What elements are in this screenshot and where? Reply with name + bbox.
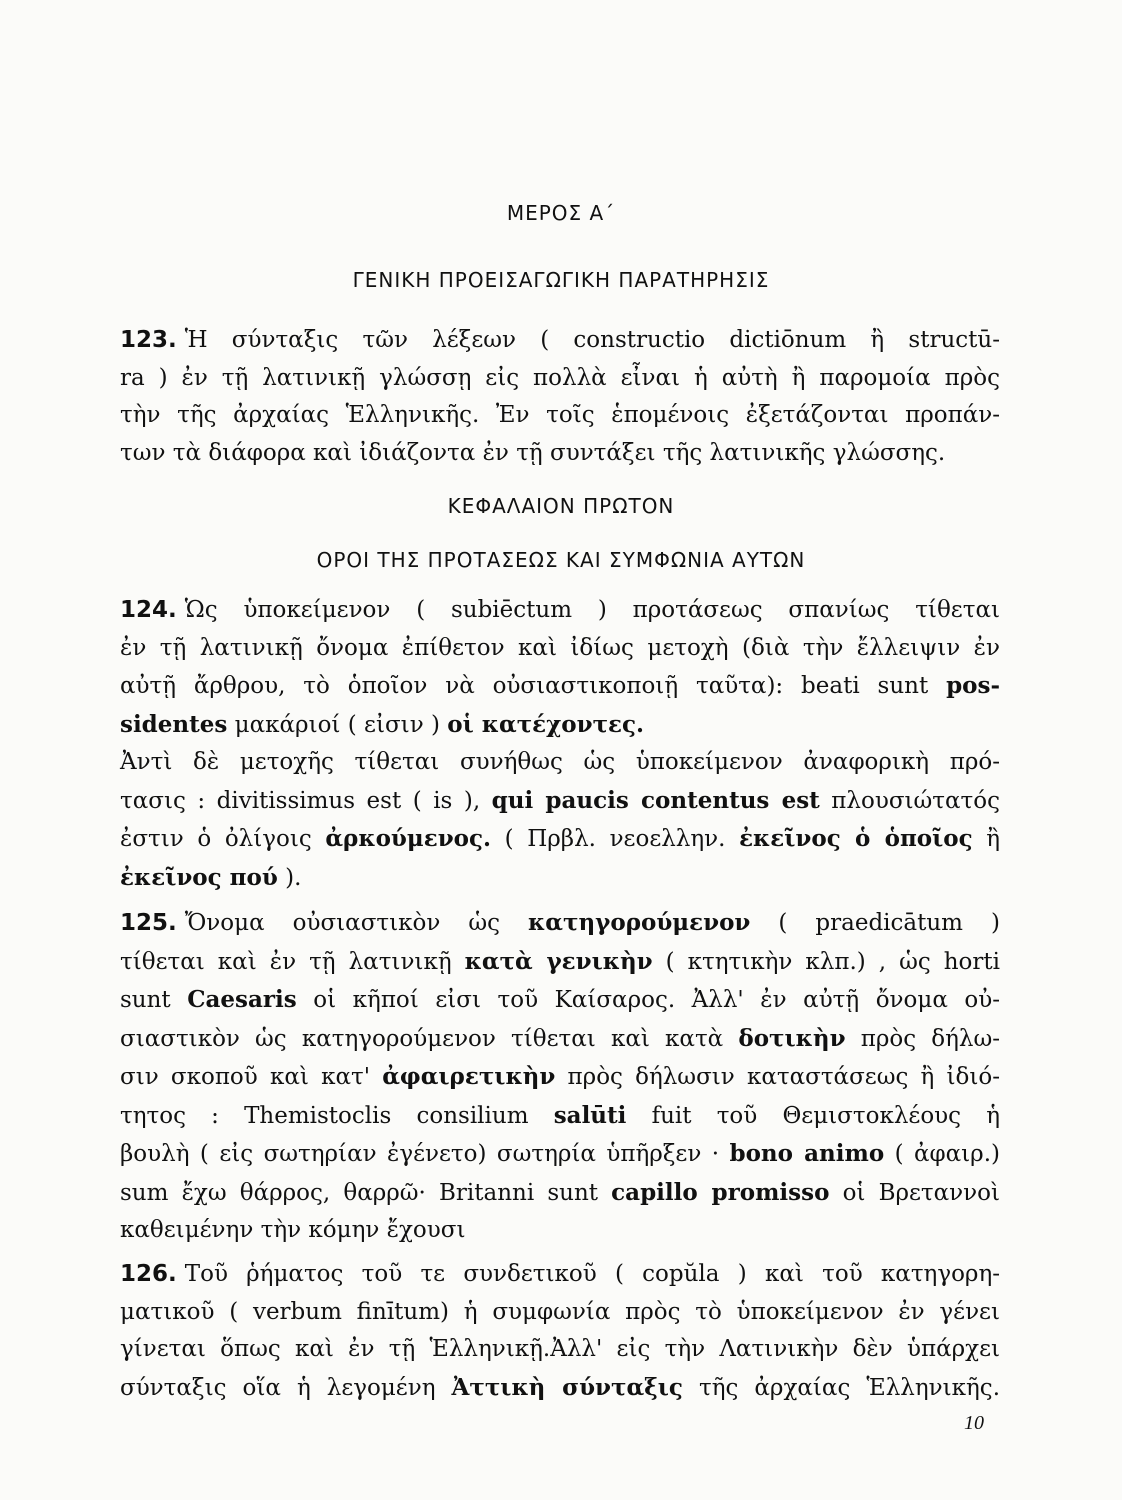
section-number: 125. [120, 910, 177, 936]
paragraph-126 [120, 1256, 1000, 1407]
text-line: ἐκεῖνος πού ). [120, 863, 302, 891]
section-number: 124. [120, 597, 177, 623]
paragraph-125 [120, 904, 1000, 1250]
part-heading: ΜΕΡΟΣ Α΄ [506, 201, 616, 225]
chapter-heading: ΚΕΦΑΛΑΙΟΝ ΠΡΩΤΟΝ [447, 494, 675, 518]
text-line: καθειμένην τὴν κόμην ἔχουσι [120, 1217, 466, 1243]
text-line: των τὰ διάφορα καὶ ἰδιάζοντα ἐν τῇ συντάξει τῆς λατινικῆς γλώσσης. [120, 439, 946, 466]
sentence-terms-heading: ΟΡΟΙ ΤΗΣ ΠΡΟΤΑΣΕΩΣ ΚΑΙ ΣΥΜΦΩΝΙΑ ΑΥΤΩΝ [316, 548, 806, 572]
paragraph-123 [120, 322, 1000, 472]
text-line: σιαστικὸν ὡς κατηγορούμενον τίθεται καὶ κατὰ δοτικὴν πρὸς δήλω- [120, 1024, 1001, 1052]
general-remark-heading: ΓΕΝΙΚΗ ΠΡΟΕΙΣΑΓΩΓΙΚΗ ΠΑΡΑΤΗΡΗΣΙΣ [352, 268, 770, 292]
text-line: sum ἔχω θάρρος, θαρρῶ· Britanni sunt capillo promisso οἱ Βρεταννοὶ [120, 1178, 1001, 1206]
text-line: τίθεται καὶ ἐν τῇ λατινικῇ κατὰ γενικὴν ( κτητικὴν κλπ.) , ὡς horti [120, 947, 1001, 975]
text-line: ἐν τῇ λατινικῇ ὄνομα ἐπίθετον καὶ ἰδίως μετοχὴ (διὰ τὴν ἔλλειψιν ἐν [120, 634, 1000, 661]
text-line: ἐστιν ὁ ὀλίγοις ἀρκούμενος. ( Πρβλ. νεοελλην. ἐκεῖνος ὁ ὁποῖος ἢ [120, 825, 1001, 852]
text-line: 125. Ὄνομα οὐσιαστικὸν ὡς κατηγορούμενον ( praedicātum ) [120, 909, 1000, 936]
paragraph-124 [120, 592, 1000, 897]
text-line: αὐτῇ ἄρθρου, τὸ ὁποῖον νὰ οὐσιαστικοποιῇ ταῦτα): beati sunt pos- [120, 672, 1000, 699]
text-line: τασις : divitissimus est ( is ), qui paucis contentus est πλουσιώτατός [120, 786, 1000, 814]
text-line: σύνταξις οἵα ἡ λεγομένη Ἀττικὴ σύνταξις τῆς ἀρχαίας Ἑλληνικῆς. [120, 1373, 1001, 1401]
text-line: 124. Ὡς ὑποκείμενον ( subiēctum ) προτάσεως σπανίως τίθεται [120, 597, 1000, 623]
section-number: 123. [120, 327, 177, 353]
text-line: Ἀντὶ δὲ μετοχῆς τίθεται συνήθως ὡς ὑποκείμενον ἀναφορικὴ πρό- [120, 749, 1000, 775]
text-line: 123. Ἡ σύνταξις τῶν λέξεων ( constructio dictiōnum ἢ structū- [120, 327, 1000, 353]
text-line: ματικοῦ ( verbum finītum) ἡ συμφωνία πρὸς τὸ ὑποκείμενον ἐν γένει [120, 1298, 1000, 1325]
text-line: γίνεται ὅπως καὶ ἐν τῇ Ἑλληνικῇ.Ἀλλ' εἰς τὴν Λατινικὴν δὲν ὑπάρχει [120, 1336, 1000, 1362]
text-line: 126. Τοῦ ῥήματος τοῦ τε συνδετικοῦ ( copŭla ) καὶ τοῦ κατηγορη- [120, 1261, 1000, 1287]
page-number: 10 [964, 1412, 984, 1434]
text-line: σιν σκοποῦ καὶ κατ' ἀφαιρετικὴν πρὸς δήλωσιν καταστάσεως ἢ ἰδιό- [120, 1063, 1000, 1090]
text-line: ra ) ἐν τῇ λατινικῇ γλώσσῃ εἰς πολλὰ εἶναι ἡ αὐτὴ ἢ παρομοία πρὸς [120, 364, 1000, 391]
text-line: sidentes μακάριοί ( εἰσιν ) οἱ κατέχοντες. [120, 710, 645, 738]
text-line: βουλὴ ( εἰς σωτηρίαν ἐγένετο) σωτηρία ὑπῆρξεν · bono animo ( ἀφαιρ.) [120, 1140, 1000, 1167]
text-line: τητος : Themistoclis consilium salūti fuit τοῦ Θεμιστοκλέους ἡ [120, 1101, 1000, 1129]
text-line: τὴν τῆς ἀρχαίας Ἑλληνικῆς. Ἐν τοῖς ἑπομένοις ἐξετάζονται προπάν- [120, 402, 1000, 428]
text-line: sunt Caesaris οἱ κῆποί εἰσι τοῦ Καίσαρος. Ἀλλ' ἐν αὐτῇ ὄνομα οὐ- [120, 986, 1001, 1013]
section-number: 126. [120, 1261, 177, 1287]
